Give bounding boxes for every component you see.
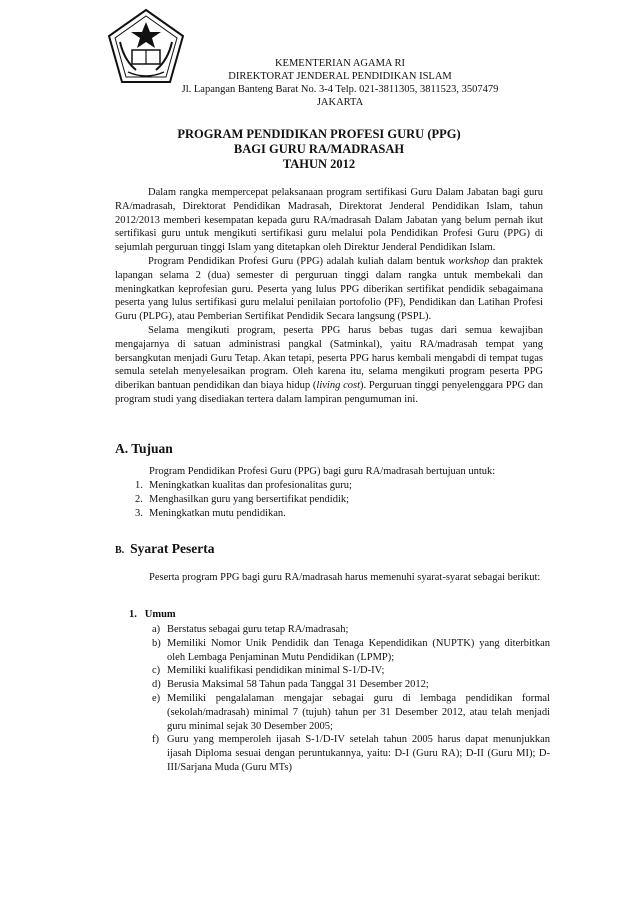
list-number: 1.: [135, 480, 143, 491]
list-letter: b): [152, 637, 161, 649]
list-item: [135, 479, 352, 493]
paragraph-text: dan praktek lapangan selama 2 (dua) semester di perguruan tinggi dalam rangka untuk membekali dan meningkatkan keprofesian guru. Peserta yang lulus PPG diberikan sertifikat pendidik sebagaimana peserta yang lulus sertifikasi guru melalui penilaian portofolio (PF), Pendidikan dan Latihan Profesi Guru (PLPG), atau Pemberian Sertifikat Pendidik Secara langsung (PSPL).: [115, 255, 543, 323]
list-item: [152, 692, 550, 733]
list-text: Menghasilkan guru yang bersertifikat pendidik;: [149, 493, 350, 505]
section-a-heading: A. Tujuan: [115, 441, 173, 456]
paragraph-text: Program Pendidikan Profesi Guru (PPG) adalah kuliah dalam bentuk: [148, 255, 449, 267]
section-a-intro: Program Pendidikan Profesi Guru (PPG) bagi guru RA/madrasah bertujuan untuk:: [149, 466, 496, 477]
list-item: [135, 493, 352, 507]
section-b-intro: Peserta program PPG bagi guru RA/madrasah harus memenuhi syarat-syarat sebagai berikut:: [149, 572, 541, 583]
intro-paragraph-1: Dalam rangka mempercepat pelaksanaan program sertifikasi Guru Dalam Jabatan bagi guru RA/madrasah, Direktorat Pendidikan Madrasah, Direktorat Jenderal Pendidikan Islam, tahun 2012/2013 memberi kesempatan kepada guru RA/madrasah Dalam Jabatan yang belum pernah ikut sertifikasi guru untuk mengikuti sertifikasi guru melalui pola Pendidikan Profesi Guru (PPG) di sejumlah perguruan tinggi Islam yang ditetapkan oleh Direktur Jenderal Pendidikan Islam.: [115, 187, 543, 254]
list-letter: a): [152, 624, 161, 635]
list-text: Meningkatkan kualitas dan profesionalitas guru;: [149, 480, 352, 491]
list-letter: f): [152, 734, 159, 746]
title-line-1: PROGRAM PENDIDIKAN PROFESI GURU (PPG): [177, 127, 461, 141]
subsection-umum-heading: 1. Umum: [129, 609, 176, 620]
list-item: [152, 678, 550, 692]
list-text: Memiliki Nomor Unik Pendidik dan Tenaga Kependidikan (NUPTK) yang diterbitkan oleh Lembaga Penjaminan Mutu Pendidikan (LPMP);: [167, 637, 550, 663]
list-letter: c): [152, 665, 161, 677]
title-line-3: TAHUN 2012: [282, 157, 356, 171]
list-item: [152, 733, 550, 774]
title-line-2: BAGI GURU RA/MADRASAH: [233, 142, 405, 156]
intro-paragraph-2: [115, 255, 543, 324]
section-b-prefix: B.: [115, 545, 125, 556]
list-item: [135, 507, 352, 521]
address-line: Jl. Lapangan Banteng Barat No. 3-4 Telp. 021-3811305, 3811523, 3507479: [181, 84, 499, 95]
list-item: [152, 623, 550, 637]
city-name: JAKARTA: [316, 97, 364, 108]
list-letter: d): [152, 679, 161, 691]
paragraph-text: ). Perguruan tinggi penyelenggara PPG dan program studi yang disediakan tertera dalam lampiran pengumuman ini.: [115, 380, 544, 405]
paragraph-emphasis: workshop: [448, 255, 490, 267]
list-text: Meningkatkan mutu pendidikan.: [149, 507, 286, 519]
section-a-list: [135, 479, 352, 520]
list-number: 2.: [135, 493, 143, 505]
list-item: [152, 637, 550, 665]
list-letter: e): [152, 692, 161, 704]
paragraph-emphasis: living cost: [316, 380, 360, 392]
list-item: [152, 664, 550, 678]
intro-text: [115, 186, 543, 407]
list-text: Berstatus sebagai guru tetap RA/madrasah;: [167, 624, 349, 635]
letterhead: [170, 57, 510, 109]
directorate-name: DIREKTORAT JENDERAL PENDIDIKAN ISLAM: [228, 71, 452, 82]
document-title: [0, 127, 638, 172]
list-text: Guru yang memperoleh ijasah S-1/D-IV setelah tahun 2005 harus dapat menunjukkan ijasah Diploma sesuai dengan peruntukannya, yaitu: D-I (Guru RA); D-II (Guru MI); D-III/Sarjana Muda (Guru MTs): [167, 734, 550, 773]
list-text: Memiliki pengalalaman mengajar sebagai guru di lembaga pendidikan formal (sekolah/madrasah) minimal 7 (tujuh) tahun per 31 Desember 2012, atau telah menjadi guru minimal sejak 30 Desember 2005;: [167, 692, 550, 732]
paragraph-text: Selama mengikuti program, peserta PPG harus bebas tugas dari semua kewajiban mengajarnya di satuan administrasi pangkal (Satminkal), yaitu RA/madrasah tempat yang bersangkutan menjadi Guru Tetap. Akan tetapi, peserta PPG harus kembali mengabdi di tempat tugas semula setelah menyelesaikan program. Oleh karena itu, selama mengikuti program peserta PPG diberikan bantuan pendidikan dan biaya hidup (: [115, 324, 543, 392]
list-text: Memiliki kualifikasi pendidikan minimal S-1/D-IV;: [167, 665, 385, 677]
list-text: Berusia Maksimal 58 Tahun pada Tanggal 31 Desember 2012;: [167, 679, 429, 691]
ministry-name: KEMENTERIAN AGAMA RI: [274, 58, 406, 69]
intro-paragraph-3: [115, 324, 543, 407]
requirements-list: [152, 623, 550, 775]
section-b-heading: [115, 541, 215, 557]
list-number: 3.: [135, 507, 143, 519]
section-b-title: Syarat Peserta: [130, 541, 215, 556]
